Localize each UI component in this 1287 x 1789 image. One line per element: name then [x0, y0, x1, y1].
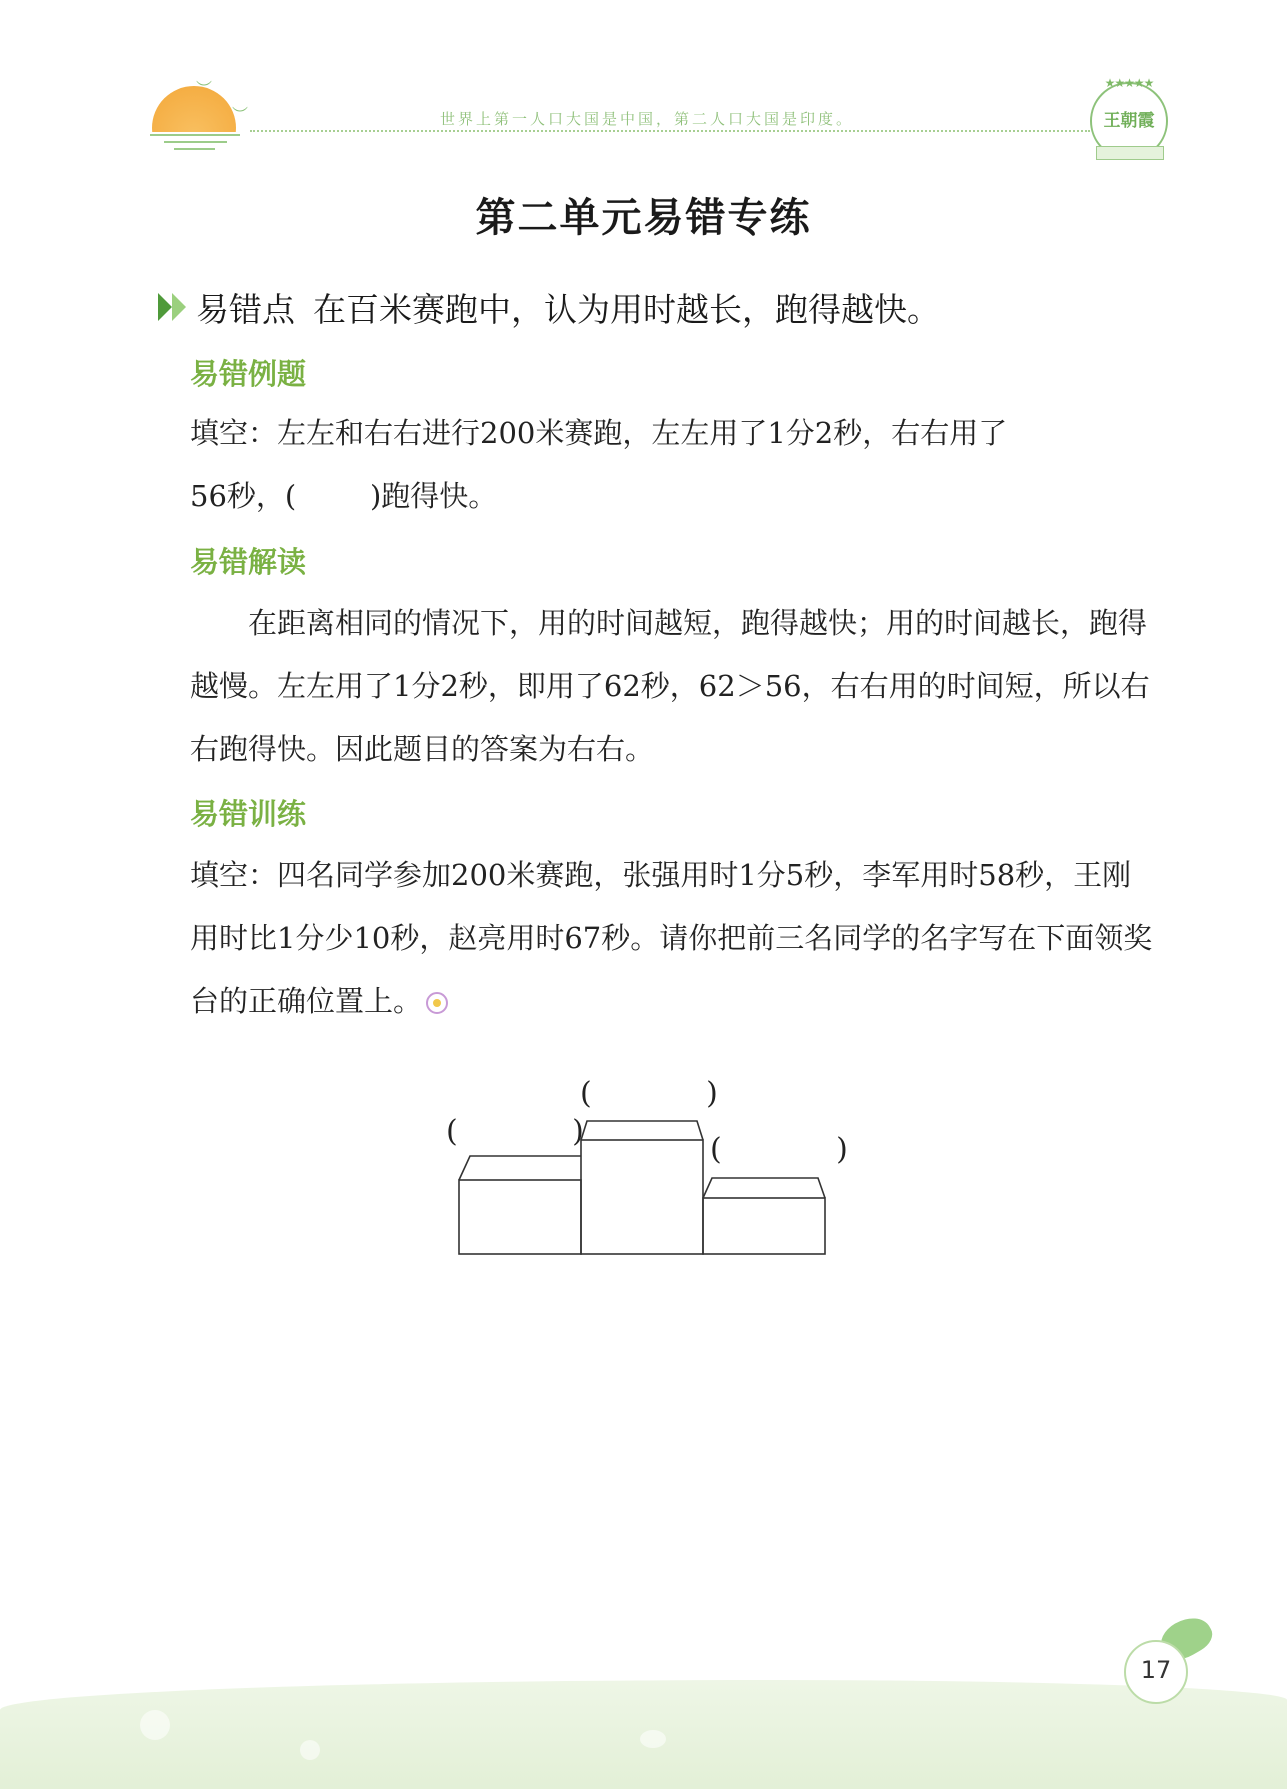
error-point [196, 284, 940, 331]
header-divider [250, 130, 1090, 132]
lightbulb-hint-icon [426, 992, 448, 1014]
error-point-text: 在百米赛跑中，认为用时越长，跑得越快。 [313, 290, 940, 329]
explanation-heading: 易错解读 [190, 545, 307, 579]
example-line-2: 56秒，( )跑得快。 [190, 479, 498, 513]
logo-brand-text: 王朝霞 [1103, 111, 1155, 131]
error-point-label: 易错点 [196, 290, 295, 329]
training-text: 填空：四名同学参加200米赛跑，张强用时1分5秒，李军用时58秒，王刚用时比1分少10秒，赵亮用时67秒。请你把前三名同学的名字写在下面领奖台的正确位置上。 [190, 858, 1153, 1018]
logo-ribbon [1096, 146, 1164, 160]
example-question [190, 402, 1160, 528]
page-number: 17 [1140, 1656, 1172, 1684]
award-podium [440, 1070, 860, 1270]
horizon-lines [150, 134, 240, 155]
bird-icon: ︶ [196, 79, 213, 98]
training-heading: 易错训练 [190, 797, 307, 831]
podium-first-blank[interactable]: ( ) [580, 1076, 718, 1111]
training-question [190, 844, 1160, 1033]
double-arrow-icon [158, 293, 192, 323]
podium-third-blank[interactable]: ( ) [710, 1132, 848, 1167]
publisher-logo [1090, 76, 1168, 160]
bird-icon: ︶ [232, 105, 249, 124]
page-number-badge [1124, 1640, 1188, 1704]
page-title: 第二单元易错专练 [475, 195, 812, 241]
footer-background [0, 1680, 1287, 1789]
stars-icon: ★★★★★ [1104, 76, 1154, 90]
example-heading: 易错例题 [190, 357, 307, 391]
podium-second-blank[interactable]: ( ) [446, 1114, 584, 1149]
example-line-1: 填空：左左和右右进行200米赛跑，左左用了1分2秒，右右用了 [190, 416, 1008, 450]
explanation-text: 在距离相同的情况下，用的时间越短，跑得越快；用的时间越长，跑得越慢。左左用了1分2秒，即用了62秒，62＞56，右右用的时间短，所以右右跑得快。因此题目的答案为右右。 [190, 606, 1150, 766]
header-quote: 世界上第一人口大国是中国，第二人口大国是印度。 [440, 110, 855, 128]
